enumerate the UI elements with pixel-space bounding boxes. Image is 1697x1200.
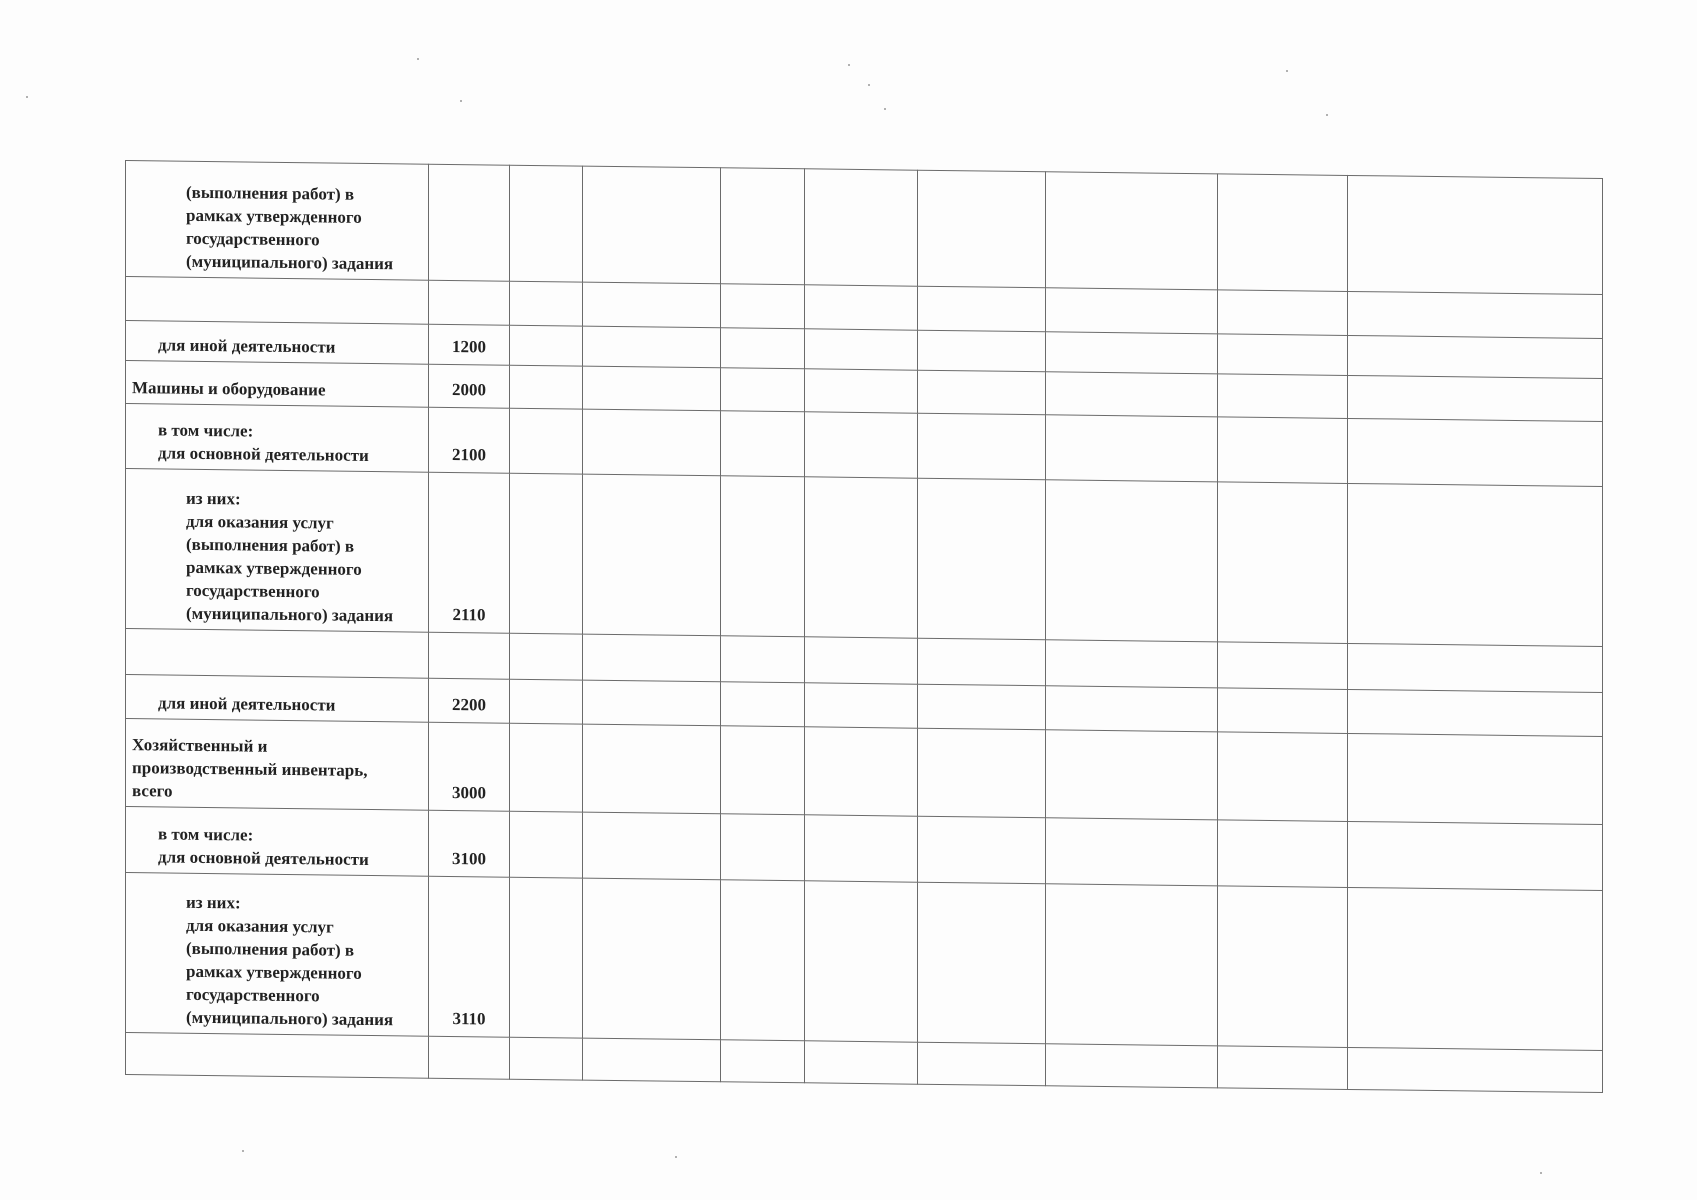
empty-value-cell <box>583 166 721 284</box>
empty-value-cell <box>1046 884 1218 1046</box>
empty-value-cell <box>805 683 918 728</box>
empty-value-cell <box>1348 887 1603 1050</box>
empty-value-cell <box>510 877 583 1038</box>
scan-speck <box>1286 70 1288 72</box>
row-code-cell: 2000 <box>429 364 510 408</box>
empty-value-cell <box>1046 730 1218 820</box>
empty-value-cell <box>721 682 805 727</box>
empty-value-cell <box>1218 642 1348 690</box>
empty-value-cell <box>805 169 918 286</box>
scan-speck <box>675 1156 677 1158</box>
empty-value-cell <box>805 329 918 370</box>
scan-speck <box>242 1150 244 1152</box>
scan-speck <box>848 64 850 66</box>
row-code-cell <box>429 164 510 281</box>
empty-value-cell <box>1348 175 1603 294</box>
empty-value-cell <box>583 366 721 411</box>
empty-value-cell <box>1348 689 1603 736</box>
empty-value-cell <box>721 328 805 369</box>
row-name-cell: из них: для оказания услуг (выполнения работ) в рамках утвержденного государственного (муниципального) задания <box>126 873 429 1037</box>
empty-value-cell <box>1348 733 1603 824</box>
empty-value-cell <box>1348 643 1603 692</box>
empty-value-cell <box>721 726 805 815</box>
empty-value-cell <box>1046 640 1218 688</box>
row-name-cell <box>126 629 429 679</box>
empty-value-cell <box>510 633 583 680</box>
empty-value-cell <box>918 882 1046 1044</box>
empty-value-cell <box>583 282 721 328</box>
empty-value-cell <box>1046 288 1218 334</box>
empty-value-cell <box>805 412 918 478</box>
empty-value-cell <box>510 165 583 282</box>
empty-value-cell <box>721 1040 805 1083</box>
empty-value-cell <box>583 812 721 880</box>
row-code-cell: 3000 <box>429 722 510 811</box>
empty-value-cell <box>1046 372 1218 417</box>
empty-value-cell <box>1218 886 1348 1048</box>
empty-value-cell <box>918 638 1046 686</box>
row-name-cell: Хозяйственный и производственный инвентарь, всего <box>126 719 429 811</box>
row-code-cell: 3100 <box>429 810 510 877</box>
empty-value-cell <box>510 365 583 409</box>
empty-value-cell <box>510 723 583 812</box>
empty-value-cell <box>1348 335 1603 378</box>
empty-value-cell <box>1218 334 1348 376</box>
row-name-cell: для иной деятельности <box>126 321 429 365</box>
scan-speck <box>26 96 28 98</box>
empty-value-cell <box>583 409 721 476</box>
empty-value-cell <box>1218 1046 1348 1090</box>
row-name-cell: в том числе: для основной деятельности <box>126 807 429 877</box>
row-code-cell: 2200 <box>429 678 510 723</box>
row-name-cell: из них: для оказания услуг (выполнения работ) в рамках утвержденного государственного (муниципального) задания <box>126 469 429 633</box>
empty-value-cell <box>1348 375 1603 421</box>
empty-value-cell <box>1046 686 1218 732</box>
empty-value-cell <box>721 476 805 637</box>
assets-table <box>125 160 1603 1093</box>
row-name-cell <box>126 1033 429 1079</box>
empty-value-cell <box>1046 818 1218 886</box>
empty-value-cell <box>721 814 805 881</box>
empty-value-cell <box>918 728 1046 818</box>
empty-value-cell <box>805 881 918 1042</box>
empty-value-cell <box>721 880 805 1041</box>
empty-value-cell <box>1348 483 1603 646</box>
empty-value-cell <box>805 727 918 816</box>
empty-value-cell <box>1218 174 1348 292</box>
empty-value-cell <box>805 815 918 882</box>
empty-value-cell <box>1046 172 1218 290</box>
empty-value-cell <box>1348 1047 1603 1092</box>
empty-value-cell <box>918 684 1046 730</box>
empty-value-cell <box>510 325 583 366</box>
empty-value-cell <box>583 634 721 682</box>
empty-value-cell <box>510 281 583 326</box>
table-row <box>126 161 1603 295</box>
row-code-cell: 1200 <box>429 324 510 365</box>
empty-value-cell <box>1046 332 1218 374</box>
empty-value-cell <box>721 284 805 329</box>
table-body <box>126 161 1603 1093</box>
row-name-cell: (выполнения работ) в рамках утвержденного государственного (муниципального) задания <box>126 161 429 281</box>
empty-value-cell <box>721 368 805 412</box>
empty-value-cell <box>583 474 721 636</box>
empty-value-cell <box>510 811 583 878</box>
empty-value-cell <box>1046 480 1218 642</box>
empty-value-cell <box>1348 291 1603 338</box>
empty-value-cell <box>918 286 1046 332</box>
empty-value-cell <box>583 724 721 814</box>
row-name-cell: для иной деятельности <box>126 675 429 723</box>
empty-value-cell <box>918 370 1046 415</box>
table-row <box>126 873 1603 1051</box>
empty-value-cell <box>721 168 805 285</box>
row-code-cell: 2110 <box>429 472 510 633</box>
scan-speck <box>1540 1172 1542 1174</box>
empty-value-cell <box>1348 418 1603 486</box>
empty-value-cell <box>918 1042 1046 1086</box>
empty-value-cell <box>805 477 918 638</box>
row-code-cell: 3110 <box>429 876 510 1037</box>
empty-value-cell <box>918 330 1046 372</box>
empty-value-cell <box>1218 417 1348 484</box>
scan-speck <box>884 108 886 110</box>
empty-value-cell <box>805 285 918 330</box>
empty-value-cell <box>918 816 1046 884</box>
empty-value-cell <box>510 408 583 474</box>
scan-speck <box>460 100 462 102</box>
empty-value-cell <box>918 170 1046 288</box>
empty-value-cell <box>510 473 583 634</box>
empty-value-cell <box>583 326 721 368</box>
row-code-cell <box>429 1036 510 1079</box>
empty-value-cell <box>805 637 918 684</box>
empty-value-cell <box>1218 290 1348 336</box>
empty-value-cell <box>721 411 805 477</box>
empty-value-cell <box>1218 732 1348 822</box>
empty-value-cell <box>1046 1044 1218 1088</box>
row-code-cell <box>429 632 510 679</box>
empty-value-cell <box>583 1038 721 1082</box>
row-name-cell: Машины и оборудование <box>126 361 429 408</box>
empty-value-cell <box>1218 482 1348 644</box>
empty-value-cell <box>918 478 1046 640</box>
empty-value-cell <box>1348 821 1603 890</box>
empty-value-cell <box>583 680 721 726</box>
empty-value-cell <box>1218 374 1348 419</box>
row-code-cell: 2100 <box>429 407 510 473</box>
empty-value-cell <box>918 413 1046 480</box>
empty-value-cell <box>721 636 805 683</box>
row-code-cell <box>429 280 510 325</box>
empty-value-cell <box>510 679 583 724</box>
empty-value-cell <box>805 369 918 413</box>
empty-value-cell <box>1218 688 1348 734</box>
table-row <box>126 469 1603 647</box>
empty-value-cell <box>1046 415 1218 482</box>
scan-speck <box>868 84 870 86</box>
empty-value-cell <box>510 1037 583 1080</box>
empty-value-cell <box>1218 820 1348 888</box>
row-name-cell: в том числе: для основной деятельности <box>126 404 429 473</box>
scan-speck <box>1326 114 1328 116</box>
empty-value-cell <box>583 878 721 1040</box>
empty-value-cell <box>805 1041 918 1084</box>
row-name-cell <box>126 277 429 325</box>
scan-speck <box>417 58 419 60</box>
